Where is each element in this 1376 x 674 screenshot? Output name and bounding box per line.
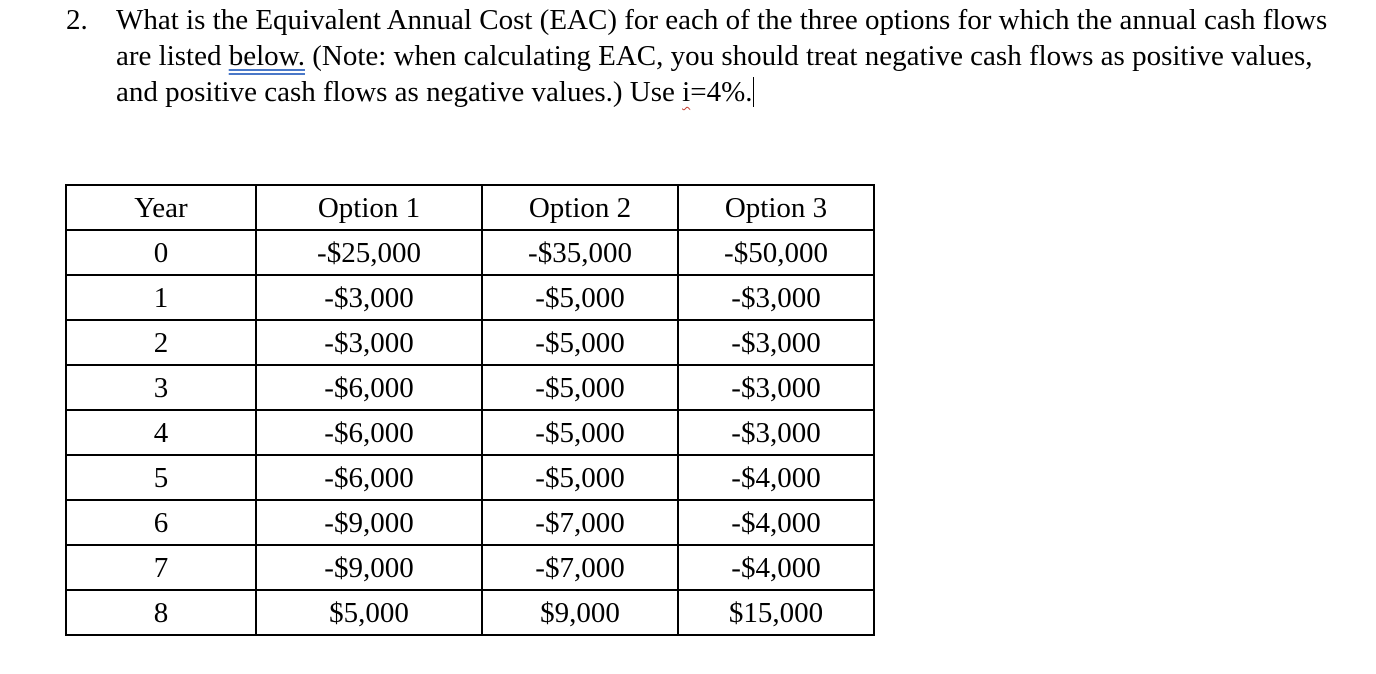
year-cell: 6 <box>66 500 256 545</box>
year-cell: 5 <box>66 455 256 500</box>
option-1-cell: -$6,000 <box>256 455 482 500</box>
table-row <box>66 320 874 365</box>
option-2-cell: -$35,000 <box>482 230 678 275</box>
option-2-cell: -$5,000 <box>482 275 678 320</box>
option-3-cell: $15,000 <box>678 590 874 635</box>
option-2-cell: -$5,000 <box>482 365 678 410</box>
header-option-2: Option 2 <box>482 185 678 230</box>
text-cursor <box>753 77 754 107</box>
option-1-cell: -$9,000 <box>256 545 482 590</box>
option-2-cell: $9,000 <box>482 590 678 635</box>
question-number: 2. <box>66 4 88 36</box>
header-year: Year <box>66 185 256 230</box>
option-2-cell: -$5,000 <box>482 320 678 365</box>
option-3-cell: -$3,000 <box>678 320 874 365</box>
option-3-cell: -$4,000 <box>678 500 874 545</box>
option-3-cell: -$4,000 <box>678 455 874 500</box>
year-cell: 1 <box>66 275 256 320</box>
year-cell: 4 <box>66 410 256 455</box>
option-2-cell: -$5,000 <box>482 455 678 500</box>
option-2-cell: -$5,000 <box>482 410 678 455</box>
table-row <box>66 590 874 635</box>
year-cell: 3 <box>66 365 256 410</box>
table-row <box>66 455 874 500</box>
question-text[interactable] <box>116 2 1356 110</box>
option-1-cell: -$3,000 <box>256 320 482 365</box>
option-1-cell: -$3,000 <box>256 275 482 320</box>
option-1-cell: $5,000 <box>256 590 482 635</box>
question-paragraph[interactable] <box>66 2 1356 110</box>
year-cell: 7 <box>66 545 256 590</box>
option-3-cell: -$3,000 <box>678 365 874 410</box>
option-1-cell: -$9,000 <box>256 500 482 545</box>
table-row <box>66 410 874 455</box>
table-header-row <box>66 185 874 230</box>
table-row <box>66 500 874 545</box>
table-row <box>66 230 874 275</box>
table-row <box>66 545 874 590</box>
question-text-part-1: What is the Equivalent Annual Cost (EAC) for each of the three options for which the annual cash flows are listed <box>116 4 1328 72</box>
option-3-cell: -$3,000 <box>678 410 874 455</box>
option-1-cell: -$6,000 <box>256 365 482 410</box>
below-link-word[interactable]: below. <box>228 40 305 72</box>
header-option-1: Option 1 <box>256 185 482 230</box>
option-1-cell: -$25,000 <box>256 230 482 275</box>
year-cell: 0 <box>66 230 256 275</box>
header-option-3: Option 3 <box>678 185 874 230</box>
cash-flow-table <box>65 184 875 636</box>
option-1-cell: -$6,000 <box>256 410 482 455</box>
question-text-part-2: (Note: when calculating EAC, you should treat negative cash flows as positive values, and positive cash flows as negative values.) Use <box>116 40 1313 108</box>
option-3-cell: -$3,000 <box>678 275 874 320</box>
year-cell: 8 <box>66 590 256 635</box>
spellcheck-flagged-word[interactable]: i <box>682 76 691 108</box>
option-2-cell: -$7,000 <box>482 500 678 545</box>
option-2-cell: -$7,000 <box>482 545 678 590</box>
interest-rate-text: =4%. <box>690 76 753 108</box>
year-cell: 2 <box>66 320 256 365</box>
option-3-cell: -$4,000 <box>678 545 874 590</box>
table-row <box>66 365 874 410</box>
table-row <box>66 275 874 320</box>
option-3-cell: -$50,000 <box>678 230 874 275</box>
